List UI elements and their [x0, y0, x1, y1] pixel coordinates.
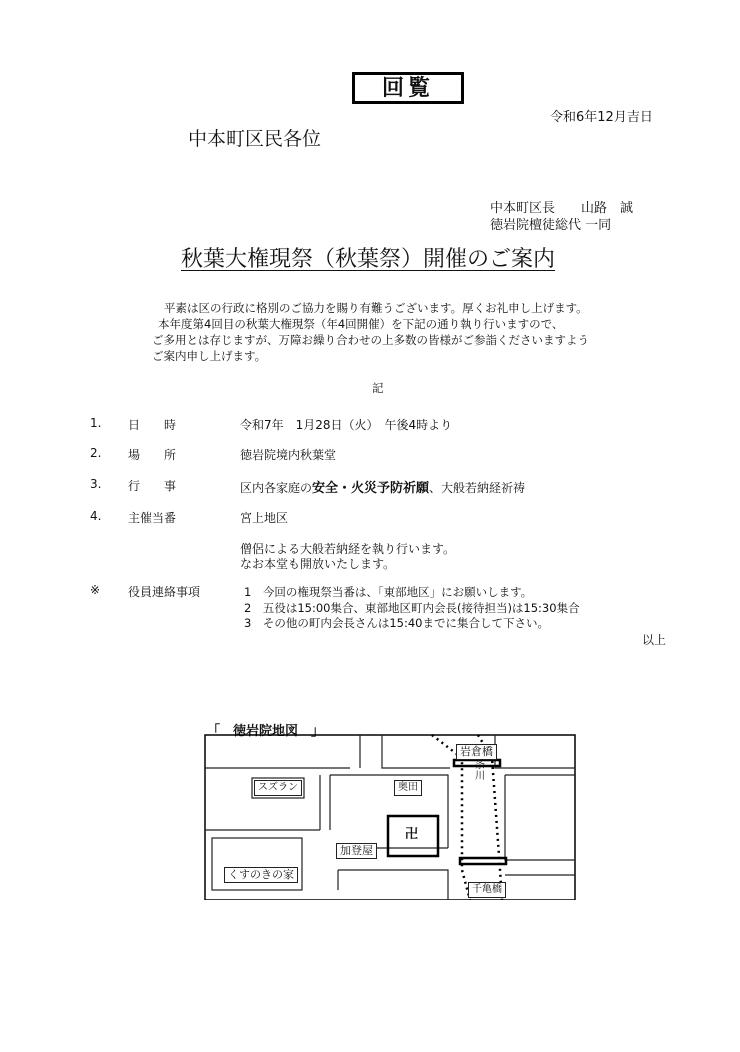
item-number: 3.	[90, 477, 102, 491]
map-label-okuda: 奥田	[394, 780, 422, 796]
ki-heading: 記	[372, 381, 384, 395]
item-value-post: 、大般若納経祈祷	[429, 481, 526, 495]
officer-note-2: 2 五役は15:00集合、東部地区町内会長(接待担当)は15:30集合	[244, 601, 580, 615]
note-mark: ※	[90, 583, 101, 597]
sender-line-2: 徳岩院檀徒総代 一同	[490, 218, 612, 233]
map-label-river: 条川	[475, 760, 485, 782]
temple-symbol-icon: 卍	[405, 827, 419, 842]
item-label: 行 事	[128, 479, 177, 493]
map-label-iwakura-bridge: 岩倉橋	[456, 744, 497, 760]
item-label: 場 所	[128, 448, 177, 462]
officer-note-1: 1 今回の権現祭当番は、「東部地区」にお願いします。	[244, 585, 533, 599]
map-label-kusunoki: くすのきの家	[224, 867, 298, 883]
map-label-suzuran: スズラン	[254, 780, 302, 796]
body-line-1: 平素は区の行政に格別のご協力を賜り有難うございます。厚くお礼申し上げます。	[164, 301, 588, 315]
item-value-emphasis: 安全・火災予防祈願	[312, 481, 430, 496]
addressee: 中本町区民各位	[188, 128, 322, 150]
circular-label-box	[352, 72, 464, 104]
issue-date: 令和6年12月吉日	[550, 110, 653, 125]
document-title: 秋葉大権現祭（秋葉祭）開催のご案内	[181, 247, 556, 272]
map-label-senkame-bridge: 千亀橋	[468, 882, 506, 898]
map-title: 「 徳岩院地図 」	[207, 724, 325, 739]
item-value: 令和7年 1月28日（火） 午後4時より	[240, 418, 453, 432]
map-label-kato: 加登屋	[336, 843, 377, 859]
item-label: 主催当番	[128, 511, 177, 525]
item-extra-line: なお本堂も開放いたします。	[240, 557, 396, 571]
body-line-2: 本年度第4回目の秋葉大権現祭（年4回開催）を下記の通り執り行いますので、	[158, 317, 564, 331]
sender-line-1: 中本町区長 山路 誠	[490, 201, 634, 216]
officers-label: 役員連絡事項	[128, 585, 201, 599]
item-value: 宮上地区	[240, 511, 289, 525]
item-label: 日 時	[128, 418, 177, 432]
item-number: 1.	[90, 416, 102, 430]
item-extra-line: 僧侶による大般若納経を執り行います。	[240, 542, 456, 556]
item-value: 徳岩院境内秋葉堂	[240, 448, 337, 462]
closing-remark: 以上	[642, 633, 667, 647]
officer-note-3: 3 その他の町内会長さんは15:40までに集合して下さい。	[244, 616, 549, 630]
circular-label: 回覧	[381, 76, 434, 101]
item-value	[240, 477, 525, 496]
item-value-pre: 区内各家庭の	[240, 481, 313, 495]
body-line-3: ご多用とは存じますが、万障お繰り合わせの上多数の皆様がご参詣くださいますよう	[152, 333, 589, 347]
item-number: 4.	[90, 509, 102, 523]
body-line-4: ご案内申し上げます。	[152, 349, 267, 363]
item-number: 2.	[90, 446, 102, 460]
